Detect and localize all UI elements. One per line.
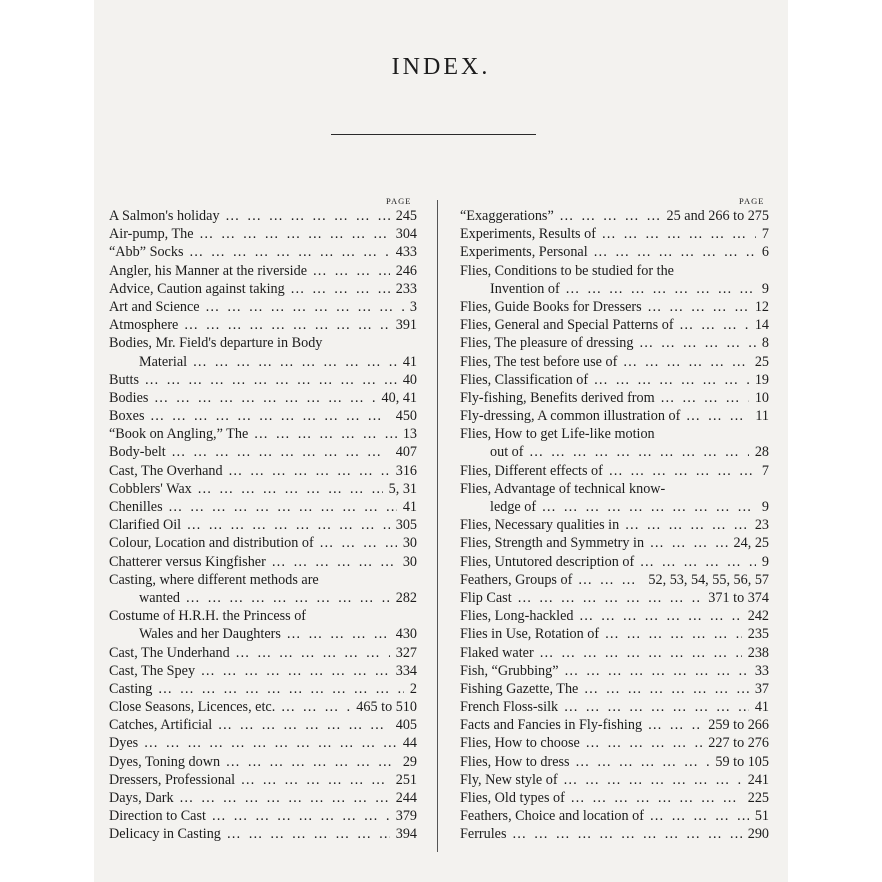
index-entry-text: Flies, Classification of … … … … … … … … … … … … … … … … … …	[460, 371, 749, 389]
index-entry	[109, 680, 417, 698]
index-entry	[109, 462, 417, 480]
index-entry	[109, 480, 417, 498]
index-entry-text: Close Seasons, Licences, etc. … … … … … … … … … … … … … … … … … …	[109, 698, 350, 716]
index-entry-page: 44	[402, 735, 417, 752]
index-entry-page: 235	[747, 626, 769, 643]
index-entry	[460, 243, 769, 261]
index-entry-page: 391	[395, 317, 417, 334]
index-entry	[109, 243, 417, 261]
index-entry-page: 19	[754, 371, 769, 388]
index-entry	[460, 280, 769, 298]
index-entry-text: Costume of H.R.H. the Princess of	[109, 608, 307, 625]
index-entry	[109, 644, 417, 662]
index-entry	[460, 825, 769, 843]
index-entry-page: 251	[395, 771, 417, 788]
index-entry	[460, 262, 769, 280]
index-entry-text: “Abb” Socks … … … … … … … … … … … … … … … … … …	[109, 243, 390, 261]
index-entry-text: Atmosphere … … … … … … … … … … … … … … … … … …	[109, 316, 390, 334]
index-entry-text: Flies, The pleasure of dressing … … … … … … … … … … … … … … … … … …	[460, 334, 756, 352]
index-entry-page: 433	[395, 244, 417, 261]
index-entry-page: 305	[395, 517, 417, 534]
index-entry-text: Feathers, Choice and location of … … … … … … … … … … … … … … … … … …	[460, 807, 749, 825]
page-column-label-right: PAGE	[739, 196, 765, 206]
index-entry-text: Delicacy in Casting … … … … … … … … … … … … … … … … … …	[109, 825, 390, 843]
index-entry-text: “Book on Angling,” The … … … … … … … … … … … … … … … … … …	[109, 425, 397, 443]
index-entry-text: “Exaggerations” … … … … … … … … … … … … … … … … … …	[460, 207, 661, 225]
index-entry-text: Fish, “Grubbing” … … … … … … … … … … … … … … … … … …	[460, 662, 749, 680]
index-entry-page: 282	[395, 589, 417, 606]
index-entry	[109, 662, 417, 680]
index-entry-text: Catches, Artificial … … … … … … … … … … … … … … … … … …	[109, 716, 390, 734]
index-entry-text: ledge of … … … … … … … … … … … … … … … … … …	[460, 498, 756, 516]
index-entry-page: 334	[395, 662, 417, 679]
index-entry-text: Flies, How to get Life-like motion	[460, 426, 655, 443]
index-entry-text: Invention of … … … … … … … … … … … … … … … … … …	[460, 280, 756, 298]
index-entry-text: Dyes … … … … … … … … … … … … … … … … … …	[109, 734, 397, 752]
index-entry-page: 33	[754, 662, 769, 679]
index-entry	[109, 280, 417, 298]
index-entry-text: Casting, where different methods are	[109, 571, 319, 588]
index-entry-text: Flies in Use, Rotation of … … … … … … … … … … … … … … … … … …	[460, 625, 742, 643]
index-entry-text: Feathers, Groups of … … … … … … … … … … … … … … … … … …	[460, 571, 642, 589]
index-entry-page: 394	[395, 826, 417, 843]
index-entry	[109, 589, 417, 607]
index-entry	[460, 644, 769, 662]
index-entry-page: 450	[395, 408, 417, 425]
index-column-left	[109, 207, 417, 844]
index-entry-page: 3	[409, 298, 417, 315]
index-entry-text: Direction to Cast … … … … … … … … … … … … … … … … … …	[109, 807, 390, 825]
index-entry-text: Ferrules … … … … … … … … … … … … … … … … … …	[460, 825, 742, 843]
index-entry	[460, 716, 769, 734]
index-entry-page: 51	[754, 808, 769, 825]
index-entry-page: 28	[754, 444, 769, 461]
index-entry-page: 29	[402, 753, 417, 770]
index-entry-text: Colour, Location and distribution of … … … … … … … … … … … … … … … … … …	[109, 534, 397, 552]
index-entry	[109, 716, 417, 734]
index-entry-text: Art and Science … … … … … … … … … … … … … … … … … …	[109, 298, 404, 316]
index-entry-page: 405	[395, 717, 417, 734]
index-entry-page: 52, 53, 54, 55, 56, 57	[648, 571, 769, 588]
index-entry-page: 41	[402, 353, 417, 370]
index-entry-page: 10	[754, 389, 769, 406]
index-entry	[109, 789, 417, 807]
index-entry-text: Cast, The Overhand … … … … … … … … … … … … … … … … … …	[109, 462, 390, 480]
index-entry-text: Flies, Old types of … … … … … … … … … … … … … … … … … …	[460, 789, 742, 807]
index-entry	[460, 407, 769, 425]
index-entry-page: 379	[395, 808, 417, 825]
index-entry	[460, 225, 769, 243]
index-entry-page: 238	[747, 644, 769, 661]
index-entry-page: 304	[395, 226, 417, 243]
index-entry-text: Flies, Advantage of technical know-	[460, 480, 666, 497]
index-entry-text: Flies, How to dress … … … … … … … … … … … … … … … … … …	[460, 753, 709, 771]
index-entry-text: Wales and her Daughters … … … … … … … … … … … … … … … … … …	[109, 625, 390, 643]
index-entry-text: Flies, Long-hackled … … … … … … … … … … … … … … … … … …	[460, 607, 742, 625]
index-entry	[460, 607, 769, 625]
index-entry	[460, 662, 769, 680]
index-entry-page: 11	[755, 408, 769, 425]
index-entry-page: 12	[754, 298, 769, 315]
title-rule	[331, 134, 536, 135]
index-entry-text: Fly-fishing, Benefits derived from … … … … … … … … … … … … … … … … … …	[460, 389, 749, 407]
index-entry-text: Cobblers' Wax … … … … … … … … … … … … … … … … … …	[109, 480, 383, 498]
index-entry	[460, 316, 769, 334]
index-entry	[109, 734, 417, 752]
index-entry-page: 37	[754, 680, 769, 697]
index-entry-text: French Floss-silk … … … … … … … … … … … … … … … … … …	[460, 698, 749, 716]
index-entry-text: Boxes … … … … … … … … … … … … … … … … … …	[109, 407, 390, 425]
index-entry	[109, 825, 417, 843]
index-entry-text: Angler, his Manner at the riverside … … … … … … … … … … … … … … … … … …	[109, 262, 390, 280]
index-entry-page: 14	[754, 317, 769, 334]
index-entry	[109, 389, 417, 407]
index-entry-page: 5, 31	[388, 480, 417, 497]
index-entry	[460, 734, 769, 752]
page-column-label-left: PAGE	[386, 196, 412, 206]
index-entry	[109, 353, 417, 371]
index-entry	[460, 625, 769, 643]
index-entry	[460, 462, 769, 480]
index-entry	[460, 425, 769, 443]
index-entry-page: 430	[395, 626, 417, 643]
index-entry-page: 30	[402, 553, 417, 570]
page-title: INDEX.	[391, 54, 491, 80]
index-entry-text: Cast, The Spey … … … … … … … … … … … … … … … … … …	[109, 662, 390, 680]
index-entry	[109, 407, 417, 425]
index-entry-text: Flies, The test before use of … … … … … … … … … … … … … … … … … …	[460, 353, 749, 371]
index-entry-text: Flies, Necessary qualities in … … … … … … … … … … … … … … … … … …	[460, 516, 749, 534]
index-entry-text: Dressers, Professional … … … … … … … … … … … … … … … … … …	[109, 771, 390, 789]
column-divider	[437, 200, 438, 852]
index-entry	[109, 607, 417, 625]
index-entry-text: Casting … … … … … … … … … … … … … … … … … …	[109, 680, 404, 698]
index-entry-page: 30	[402, 535, 417, 552]
index-entry	[460, 298, 769, 316]
index-entry	[109, 753, 417, 771]
index-entry	[460, 753, 769, 771]
index-entry-text: Chenilles … … … … … … … … … … … … … … … … … …	[109, 498, 397, 516]
index-entry	[109, 553, 417, 571]
index-entry-page: 9	[761, 280, 769, 297]
index-entry	[460, 498, 769, 516]
index-entry	[109, 625, 417, 643]
index-entry-text: Body-belt … … … … … … … … … … … … … … … … … …	[109, 443, 390, 461]
index-entry-page: 259 to 266	[708, 717, 769, 734]
index-entry	[460, 353, 769, 371]
index-entry-text: Flies, Conditions to be studied for the	[460, 262, 674, 279]
index-entry	[460, 516, 769, 534]
index-entry-text: out of … … … … … … … … … … … … … … … … … …	[460, 443, 749, 461]
index-entry	[109, 262, 417, 280]
index-entry-page: 233	[395, 280, 417, 297]
index-entry-page: 327	[395, 644, 417, 661]
index-entry-text: Experiments, Personal … … … … … … … … … … … … … … … … … …	[460, 243, 756, 261]
index-entry-text: Facts and Fancies in Fly-fishing … … … … … … … … … … … … … … … … … …	[460, 716, 702, 734]
index-entry-page: 407	[395, 444, 417, 461]
index-entry-page: 227 to 276	[708, 735, 769, 752]
index-entry-page: 7	[761, 462, 769, 479]
index-entry	[460, 334, 769, 352]
index-entry-page: 25 and 266 to 275	[666, 208, 769, 224]
index-entry-page: 225	[747, 790, 769, 806]
index-entry-text: wanted … … … … … … … … … … … … … … … … … …	[109, 589, 390, 607]
index-entry-page: 241	[747, 771, 769, 788]
index-entry-text: Flies, Guide Books for Dressers … … … … … … … … … … … … … … … … … …	[460, 298, 749, 316]
index-entry	[460, 480, 769, 498]
index-entry	[460, 571, 769, 589]
index-entry-page: 316	[395, 462, 417, 479]
index-entry-page: 242	[747, 608, 769, 625]
index-entry-text: Air-pump, The … … … … … … … … … … … … … … … … … …	[109, 225, 390, 243]
index-entry	[109, 443, 417, 461]
index-entry	[460, 534, 769, 552]
index-entry	[460, 789, 769, 807]
index-entry-page: 290	[747, 826, 769, 843]
index-entry-page: 2	[409, 680, 417, 697]
index-entry-text: Flies, Strength and Symmetry in … … … … … … … … … … … … … … … … … …	[460, 534, 728, 552]
index-entry-page: 23	[754, 517, 769, 534]
index-entry-page: 13	[402, 426, 417, 443]
index-entry-page: 245	[395, 208, 417, 224]
index-entry-text: Flies, Untutored description of … … … … … … … … … … … … … … … … … …	[460, 553, 756, 571]
index-entry-page: 246	[395, 262, 417, 279]
index-entry	[109, 516, 417, 534]
index-entry	[460, 680, 769, 698]
index-entry	[460, 698, 769, 716]
index-entry-text: Bodies, Mr. Field's departure in Body	[109, 335, 323, 352]
index-entry-text: Dyes, Toning down … … … … … … … … … … … … … … … … … …	[109, 753, 397, 771]
index-entry-page: 41	[754, 699, 769, 716]
index-entry	[109, 298, 417, 316]
index-entry	[460, 553, 769, 571]
index-entry-page: 41	[402, 499, 417, 515]
index-entry-page: 40	[402, 371, 417, 388]
index-entry	[109, 771, 417, 789]
index-entry-text: Fly-dressing, A common illustration of … … … … … … … … … … … … … … … … … …	[460, 407, 749, 425]
index-entry-text: Chatterer versus Kingfisher … … … … … … … … … … … … … … … … … …	[109, 553, 397, 571]
index-entry-text: Days, Dark … … … … … … … … … … … … … … … … … …	[109, 789, 390, 807]
index-entry-page: 244	[395, 790, 417, 806]
index-entry	[109, 207, 417, 225]
index-entry	[109, 371, 417, 389]
index-entry	[460, 807, 769, 825]
index-entry	[109, 334, 417, 352]
index-entry	[460, 207, 769, 225]
index-entry	[109, 571, 417, 589]
index-entry-page: 25	[754, 353, 769, 370]
index-entry-page: 8	[761, 335, 769, 352]
index-entry-page: 59 to 105	[715, 753, 769, 770]
index-entry	[460, 589, 769, 607]
index-entry	[460, 771, 769, 789]
index-entry-text: Bodies … … … … … … … … … … … … … … … … … …	[109, 389, 376, 407]
index-entry-page: 9	[761, 499, 769, 515]
index-entry-text: A Salmon's holiday … … … … … … … … … … … … … … … … … …	[109, 207, 390, 225]
index-entry-text: Clarified Oil … … … … … … … … … … … … … … … … … …	[109, 516, 390, 534]
index-entry-page: 465 to 510	[356, 699, 417, 716]
index-entry-text: Flies, General and Special Patterns of … … … … … … … … … … … … … … … … … …	[460, 316, 749, 334]
index-entry	[109, 316, 417, 334]
index-entry-text: Fishing Gazette, The … … … … … … … … … … … … … … … … … …	[460, 680, 749, 698]
index-column-right	[460, 207, 769, 844]
index-entry-page: 371 to 374	[708, 589, 769, 606]
index-entry	[109, 534, 417, 552]
index-entry-page: 40, 41	[381, 389, 417, 406]
index-entry-text: Advice, Caution against taking … … … … … … … … … … … … … … … … … …	[109, 280, 390, 298]
index-entry-text: Cast, The Underhand … … … … … … … … … … … … … … … … … …	[109, 644, 390, 662]
index-entry	[460, 443, 769, 461]
index-entry	[109, 425, 417, 443]
index-entry-page: 9	[761, 553, 769, 570]
index-entry	[460, 371, 769, 389]
index-entry-text: Flies, How to choose … … … … … … … … … … … … … … … … … …	[460, 734, 702, 752]
index-entry	[109, 807, 417, 825]
index-entry	[109, 498, 417, 516]
index-entry-page: 6	[761, 244, 769, 261]
index-entry-text: Flies, Different effects of … … … … … … … … … … … … … … … … … …	[460, 462, 756, 480]
index-entry-text: Flip Cast … … … … … … … … … … … … … … … … … …	[460, 589, 702, 607]
index-entry-text: Butts … … … … … … … … … … … … … … … … … …	[109, 371, 397, 389]
index-entry-page: 7	[761, 226, 769, 243]
index-entry-page: 24, 25	[733, 535, 769, 552]
index-entry-text: Flaked water … … … … … … … … … … … … … … … … … …	[460, 644, 742, 662]
index-entry-text: Experiments, Results of … … … … … … … … … … … … … … … … … …	[460, 225, 756, 243]
index-entry-text: Material … … … … … … … … … … … … … … … … … …	[109, 353, 397, 371]
index-entry	[109, 698, 417, 716]
index-entry-text: Fly, New style of … … … … … … … … … … … … … … … … … …	[460, 771, 742, 789]
index-entry	[109, 225, 417, 243]
index-entry	[460, 389, 769, 407]
